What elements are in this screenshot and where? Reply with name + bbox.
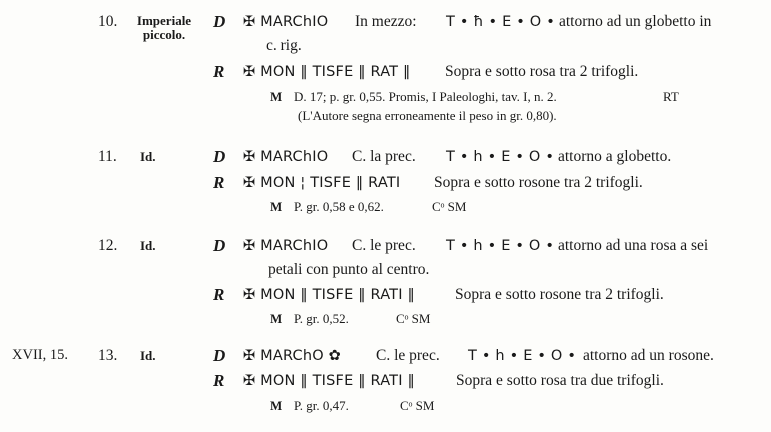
meta-collection: Cᵒ SM	[396, 311, 431, 326]
obverse-description: C. le prec.	[352, 237, 416, 254]
reverse-mark: R	[213, 173, 225, 192]
entry-denomination: Imperiale piccolo.	[136, 13, 192, 42]
reverse-mark: R	[213, 371, 225, 390]
meta-note: (L'Autore segna erroneamente il peso in gr. 0,80).	[298, 108, 557, 123]
obverse-description: attorno a globetto.	[558, 148, 672, 165]
obverse-mark: D	[213, 147, 226, 166]
obverse-field-legend: T • ħ • E • O •	[446, 14, 555, 30]
obverse-description-cont: petali con punto al centro.	[268, 261, 430, 278]
meta-label: M	[270, 398, 283, 413]
obverse-field-legend: T • h • E • O •	[468, 348, 577, 364]
obverse-legend: ✠ MARChIO	[243, 14, 329, 30]
reverse-legend: ✠ MON ‖ TISFE ‖ RATI ‖	[243, 287, 415, 303]
reverse-description: Sopra e sotto rosa tra 2 trifogli.	[445, 63, 639, 80]
meta-text: P. gr. 0,52.	[294, 311, 349, 326]
entry-number: 13.	[98, 347, 118, 364]
obverse-description: C. le prec.	[376, 347, 440, 364]
obverse-legend: ✠ MARChIO	[243, 238, 329, 254]
meta-label: M	[270, 311, 283, 326]
meta-label: M	[270, 199, 283, 214]
obverse-description: C. la prec.	[352, 148, 416, 165]
plate-reference: XVII, 15.	[12, 347, 68, 363]
obverse-description-cont: c. rig.	[266, 37, 302, 54]
entry-number: 11.	[98, 148, 117, 165]
reverse-mark: R	[213, 285, 225, 304]
entry-number: 10.	[98, 13, 118, 30]
entry-denomination: Id.	[140, 238, 156, 253]
reverse-legend: ✠ MON ‖ TISFE ‖ RATI ‖	[243, 373, 415, 389]
meta-text: P. gr. 0,58 e 0,62.	[294, 199, 384, 214]
obverse-description: attorno ad un rosone.	[583, 347, 714, 364]
meta-collection: Cᵒ SM	[400, 398, 435, 413]
entry-number: 12.	[98, 237, 118, 254]
reverse-legend: ✠ MON ‖ TISFE ‖ RAT ‖	[243, 64, 411, 80]
entry-denomination: Id.	[140, 348, 156, 363]
reverse-mark: R	[213, 62, 225, 81]
obverse-legend: ✠ MARChO ✿	[243, 348, 342, 364]
obverse-field-legend: T • h • E • O •	[446, 149, 555, 165]
reverse-description: Sopra e sotto rosone tra 2 trifogli.	[455, 286, 664, 303]
meta-text: D. 17; p. gr. 0,55. Promis, I Paleologhi, tav. I, n. 2.	[294, 89, 557, 104]
meta-text: P. gr. 0,47.	[294, 398, 349, 413]
meta-collection: Cᵒ SM	[432, 199, 467, 214]
obverse-description: attorno ad un globetto in	[559, 13, 712, 30]
entry-denomination: Id.	[140, 149, 156, 164]
obverse-mark: D	[213, 236, 226, 255]
obverse-description: attorno ad una rosa a sei	[558, 237, 709, 254]
obverse-description: In mezzo:	[355, 13, 417, 30]
obverse-legend: ✠ MARChIO	[243, 149, 329, 165]
obverse-mark: D	[213, 12, 226, 31]
reverse-legend: ✠ MON ¦ TISFE ‖ RATI	[243, 175, 401, 191]
meta-collection: RT	[663, 89, 679, 104]
meta-label: M	[270, 89, 283, 104]
reverse-description: Sopra e sotto rosa tra due trifogli.	[456, 372, 664, 389]
obverse-mark: D	[213, 346, 226, 365]
reverse-description: Sopra e sotto rosone tra 2 trifogli.	[434, 174, 643, 191]
obverse-field-legend: T • h • E • O •	[446, 238, 555, 254]
